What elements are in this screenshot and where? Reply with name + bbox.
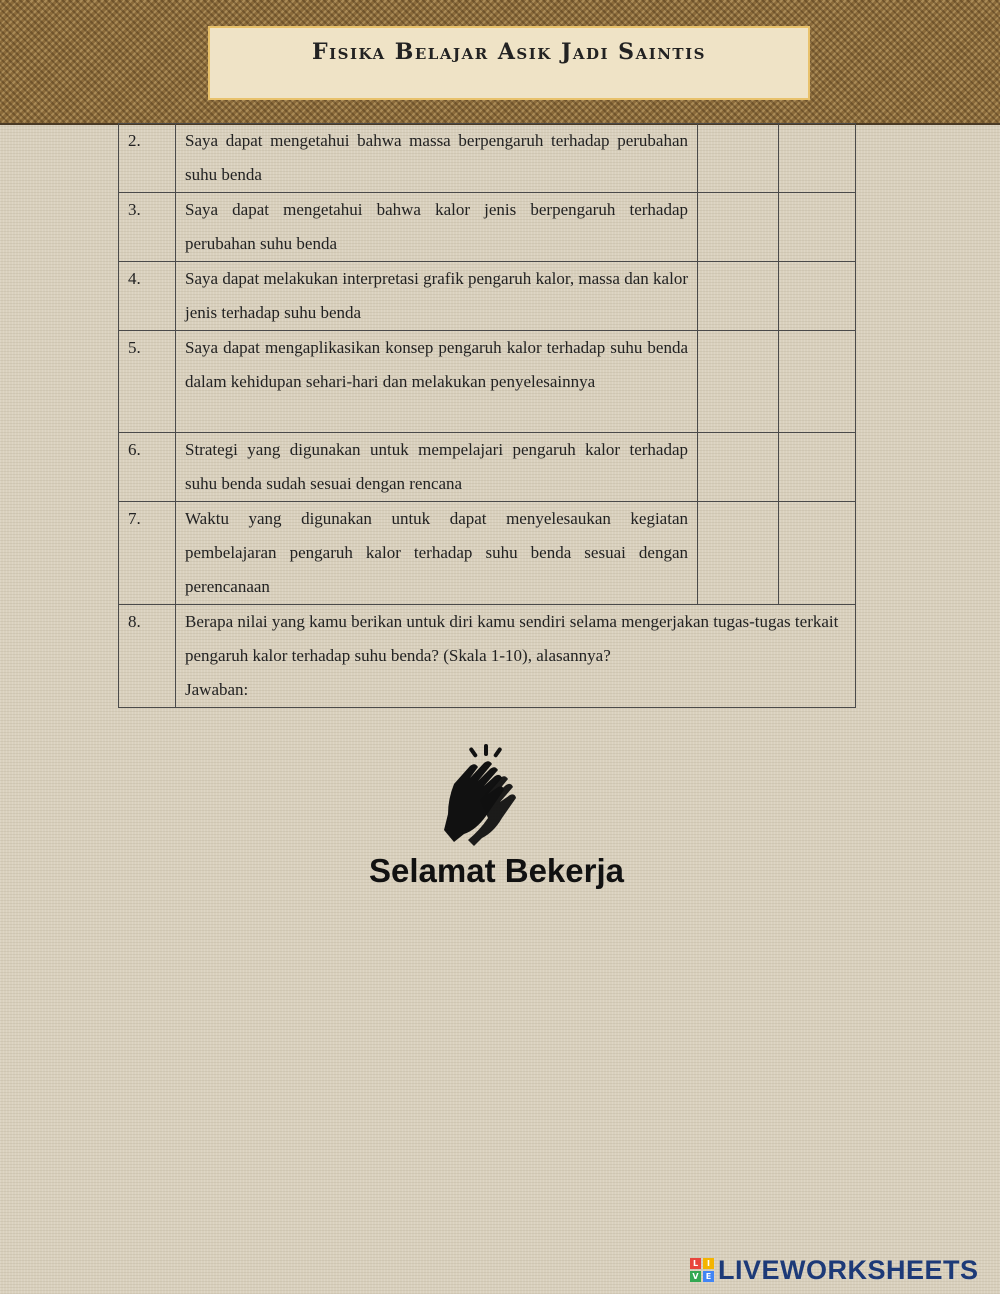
table-row bbox=[119, 433, 856, 502]
check-cell-no[interactable] bbox=[779, 331, 856, 433]
logo-square: I bbox=[703, 1258, 714, 1269]
check-cell-yes[interactable] bbox=[698, 502, 779, 605]
row-statement: Saya dapat mengaplikasikan konsep pengaruh kalor terhadap suhu benda dalam kehidupan sehari-hari dan melakukan penyelesainnya bbox=[176, 331, 698, 433]
row-number: 3. bbox=[119, 193, 176, 262]
check-cell-yes[interactable] bbox=[698, 262, 779, 331]
row-number: 7. bbox=[119, 502, 176, 605]
check-cell-yes[interactable] bbox=[698, 124, 779, 193]
row-number: 5. bbox=[119, 331, 176, 433]
table-row-final bbox=[119, 605, 856, 708]
check-cell-yes[interactable] bbox=[698, 433, 779, 502]
row-statement: Saya dapat mengetahui bahwa kalor jenis berpengaruh terhadap perubahan suhu benda bbox=[176, 193, 698, 262]
criteria-table bbox=[118, 123, 856, 708]
final-question: Berapa nilai yang kamu berikan untuk diri kamu sendiri selama mengerjakan tugas-tugas terkait pengaruh kalor terhadap suhu benda? (Skala 1-10), alasannya? bbox=[185, 612, 839, 665]
brand-name: LIVEWORKSHEETS bbox=[718, 1254, 979, 1285]
logo-square: V bbox=[690, 1271, 701, 1282]
table-row bbox=[119, 262, 856, 331]
table-row bbox=[119, 193, 856, 262]
check-cell-no[interactable] bbox=[779, 433, 856, 502]
row-statement: Saya dapat melakukan interpretasi grafik pengaruh kalor, massa dan kalor jenis terhadap suhu benda bbox=[176, 262, 698, 331]
check-cell-no[interactable] bbox=[779, 262, 856, 331]
check-cell-no[interactable] bbox=[779, 502, 856, 605]
logo-square: E bbox=[703, 1271, 714, 1282]
table-row bbox=[119, 502, 856, 605]
logo-square: L bbox=[690, 1258, 701, 1269]
logo-squares-icon bbox=[690, 1258, 714, 1282]
page-title: Fisika Belajar Asik Jadi Saintis bbox=[312, 39, 706, 65]
table-row bbox=[119, 331, 856, 433]
check-cell-yes[interactable] bbox=[698, 193, 779, 262]
answer-label[interactable]: Jawaban: bbox=[185, 680, 249, 699]
final-question-cell bbox=[176, 605, 856, 708]
title-box bbox=[208, 26, 810, 100]
closing-message: Selamat Bekerja bbox=[369, 852, 624, 889]
table-row bbox=[119, 124, 856, 193]
row-statement: Saya dapat mengetahui bahwa massa berpengaruh terhadap perubahan suhu benda bbox=[176, 124, 698, 193]
row-number: 8. bbox=[119, 605, 176, 708]
check-cell-no[interactable] bbox=[779, 193, 856, 262]
row-number: 2. bbox=[119, 124, 176, 193]
row-statement: Waktu yang digunakan untuk dapat menyelesaukan kegiatan pembelajaran pengaruh kalor terhadap suhu benda sesuai dengan perencanaan bbox=[176, 502, 698, 605]
check-cell-no[interactable] bbox=[779, 124, 856, 193]
clapping-hands-icon bbox=[440, 744, 522, 848]
row-number: 6. bbox=[119, 433, 176, 502]
header-band bbox=[0, 0, 1000, 125]
check-cell-yes[interactable] bbox=[698, 331, 779, 433]
row-statement: Strategi yang digunakan untuk mempelajari pengaruh kalor terhadap suhu benda sudah sesuai dengan rencana bbox=[176, 433, 698, 502]
liveworksheets-logo[interactable] bbox=[690, 1255, 979, 1285]
row-number: 4. bbox=[119, 262, 176, 331]
